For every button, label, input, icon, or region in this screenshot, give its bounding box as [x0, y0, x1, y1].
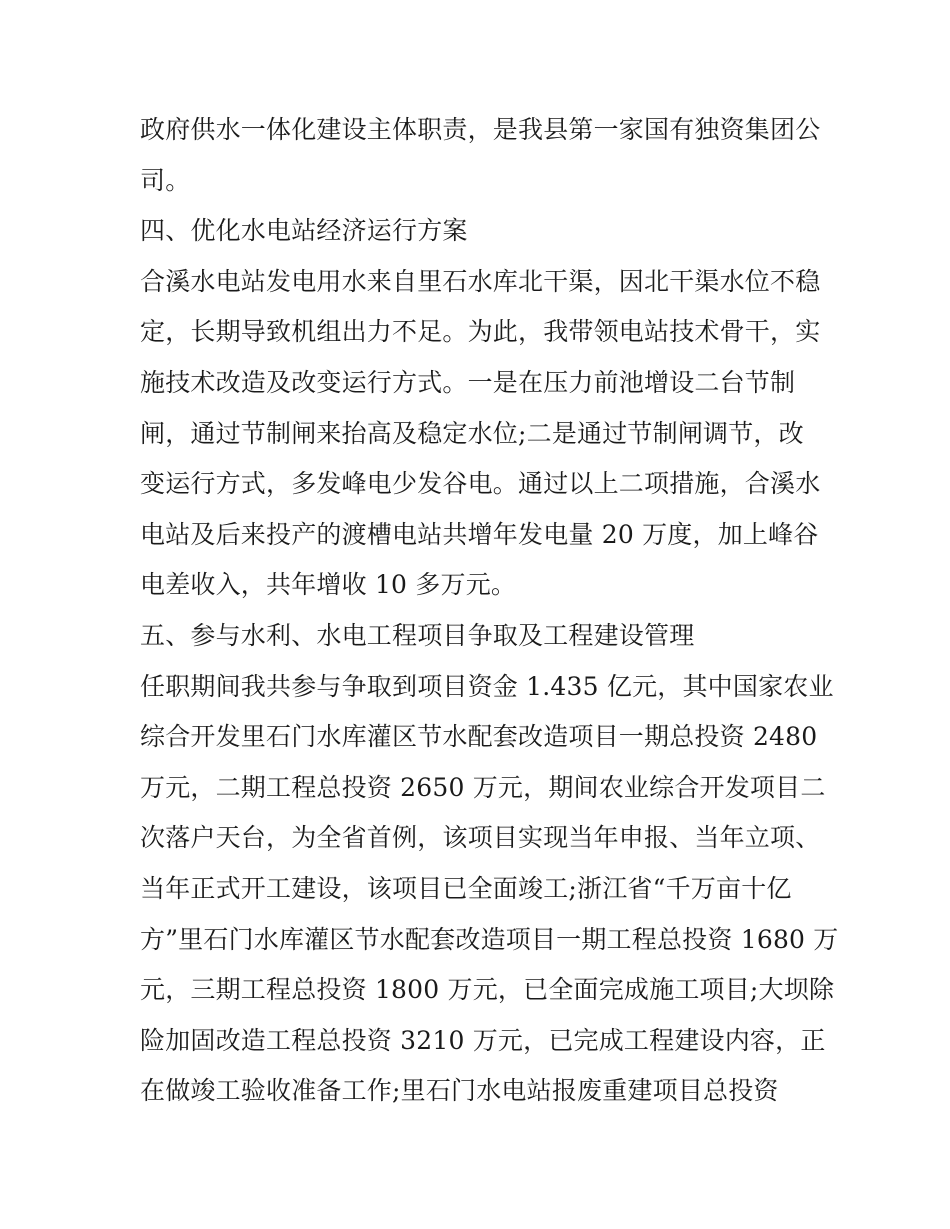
text-line: 综合开发里石门水库灌区节水配套改造项目一期总投资 2480	[140, 722, 818, 752]
text-line: 施技术改造及改变运行方式。一是在压力前池增设二台节制	[140, 367, 796, 397]
section-heading: 五、参与水利、水电工程项目争取及工程建设管理	[140, 620, 695, 650]
text-line: 电差收入，共年增收 10 多万元。	[140, 570, 517, 600]
text-line: 当年正式开工建设，该项目已全面竣工;浙江省“千万亩十亿	[140, 873, 792, 903]
text-line: 定，长期导致机组出力不足。为此，我带领电站技术骨干，实	[140, 317, 821, 347]
text-line: 政府供水一体化建设主体职责，是我县第一家国有独资集团公	[140, 115, 821, 144]
text-line: 方”里石门水库灌区节水配套改造项目一期工程总投资 1680 万	[140, 924, 839, 954]
text-line: 次落户天台，为全省首例，该项目实现当年申报、当年立项、	[140, 823, 821, 853]
text-line: 司。	[140, 165, 191, 195]
text-line: 在做竣工验收准备工作;里石门水电站报废重建项目总投资	[140, 1076, 779, 1106]
text-line: 险加固改造工程总投资 3210 万元，已完成工程建设内容，正	[140, 1025, 826, 1055]
text-line: 元，三期工程总投资 1800 万元，已全面完成施工项目;大坝除	[140, 975, 835, 1005]
text-line: 闸，通过节制闸来抬高及稳定水位;二是通过节制闸调节，改	[140, 418, 804, 448]
text-line: 合溪水电站发电用水来自里石水库北干渠，因北干渠水位不稳	[140, 266, 821, 296]
text-line: 变运行方式，多发峰电少发谷电。通过以上二项措施，合溪水	[140, 469, 821, 499]
text-line: 万元，二期工程总投资 2650 万元，期间农业综合开发项目二	[140, 772, 826, 802]
section-heading: 四、优化水电站经济运行方案	[140, 216, 468, 246]
document-body	[140, 105, 839, 1117]
text-line: 任职期间我共参与争取到项目资金 1.435 亿元，其中国家农业	[140, 671, 834, 701]
text-line: 电站及后来投产的渡槽电站共增年发电量 20 万度，加上峰谷	[140, 519, 819, 549]
